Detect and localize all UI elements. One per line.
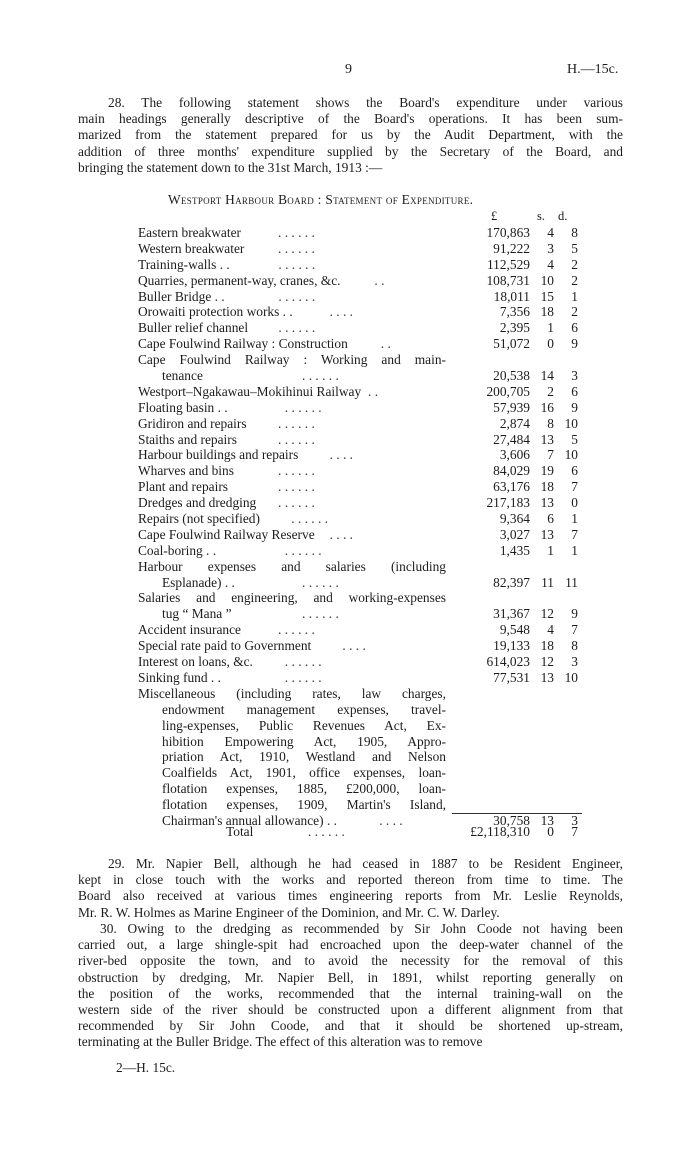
table-row bbox=[138, 638, 638, 654]
amount-pence: 1 bbox=[571, 542, 578, 558]
amount-shillings: 12 bbox=[540, 654, 554, 670]
row-label: Western breakwater bbox=[138, 240, 245, 256]
table-row bbox=[138, 543, 638, 559]
amount-pence: 5 bbox=[571, 240, 578, 256]
row-label: Cape Foulwind Railway : Working and main- bbox=[138, 352, 446, 368]
table-title: Westport Harbour Board : Statement of Expenditure. bbox=[168, 192, 474, 207]
row-label: ling-expenses, Public Revenues Act, Ex- bbox=[162, 717, 446, 733]
leader-dots: . . bbox=[380, 336, 391, 352]
amount-pence: 6 bbox=[571, 463, 578, 479]
table-row bbox=[138, 400, 638, 416]
table-row bbox=[138, 368, 638, 384]
table-row bbox=[138, 257, 638, 273]
amount-pounds: 2,395 bbox=[499, 320, 530, 336]
row-label: Salaries and engineering, and working-expenses bbox=[138, 590, 446, 606]
table-row bbox=[138, 511, 638, 527]
amount-pounds: 30,758 bbox=[493, 812, 530, 828]
amount-shillings: 4 bbox=[547, 256, 554, 272]
row-label: flotation expenses, 1909, Martin's Island, bbox=[162, 797, 446, 813]
amount-pounds: 77,531 bbox=[493, 669, 530, 685]
paragraph-29 bbox=[78, 856, 623, 921]
amount-pence: 0 bbox=[571, 495, 578, 511]
amount-shillings: 8 bbox=[547, 415, 554, 431]
row-label: Esplanade) . . bbox=[162, 574, 235, 590]
row-label: Training-walls . . bbox=[138, 256, 230, 272]
row-label: Staiths and repairs bbox=[138, 431, 237, 447]
amount-pounds: 614,023 bbox=[486, 654, 530, 670]
total-leader-dots: . . . . . . bbox=[308, 824, 345, 839]
amount-shillings: 16 bbox=[540, 399, 554, 415]
leader-dots: . . . . . . bbox=[284, 542, 322, 558]
total-pence: 7 bbox=[571, 824, 578, 839]
leader-dots: . . bbox=[368, 383, 379, 399]
paragraph-line: marized from the statement prepared for us by the Audit Department, with the bbox=[78, 127, 623, 143]
leader-dots: . . . . . . bbox=[284, 669, 322, 685]
table-row bbox=[138, 749, 638, 765]
amount-pence: 11 bbox=[565, 574, 578, 590]
amount-pounds: 3,606 bbox=[499, 447, 530, 463]
table-row bbox=[138, 765, 638, 781]
table-row bbox=[138, 686, 638, 702]
table-row bbox=[138, 702, 638, 718]
amount-shillings: 18 bbox=[540, 638, 554, 654]
paragraph-line: carried out, a large shingle-spit had encroached upon the deep-water channel of the bbox=[78, 937, 623, 953]
amount-pence: 8 bbox=[571, 225, 578, 240]
total-pounds: £2,118,310 bbox=[470, 824, 530, 839]
amount-pence: 1 bbox=[571, 511, 578, 527]
row-label: Quarries, permanent-way, cranes, &c. bbox=[138, 272, 341, 288]
paragraph-line: main headings generally descriptive of the Board's operations. It has been sum- bbox=[78, 111, 623, 127]
amount-pounds: 170,863 bbox=[486, 225, 530, 240]
row-label: Buller relief channel bbox=[138, 320, 249, 336]
paragraph-line: kept in close touch with the works and reported thereon from time to time. The bbox=[78, 872, 623, 888]
leader-dots: . . . . . . bbox=[302, 574, 339, 590]
paragraph-line: terminating at the Buller Bridge. The effect of this alteration was to remove bbox=[78, 1034, 483, 1050]
amount-pence: 7 bbox=[571, 622, 578, 638]
leader-dots: . . . . bbox=[329, 447, 354, 463]
amount-shillings: 11 bbox=[541, 574, 554, 590]
amount-pence: 10 bbox=[564, 447, 578, 463]
leader-dots: . . . . . . bbox=[278, 240, 315, 256]
row-label: Special rate paid to Government bbox=[138, 638, 312, 654]
total-label: Total bbox=[226, 824, 254, 839]
row-label: hibition Empowering Act, 1905, Appro- bbox=[162, 733, 446, 749]
row-label: Repairs (not specified) bbox=[138, 511, 260, 527]
page-signature: 2—H. 15c. bbox=[116, 1060, 176, 1075]
row-label: Dredges and dredging bbox=[138, 495, 257, 511]
table-row bbox=[138, 559, 638, 575]
amount-pounds: 27,484 bbox=[493, 431, 530, 447]
amount-pence: 3 bbox=[571, 812, 578, 828]
total-rule bbox=[452, 813, 582, 814]
table-row bbox=[138, 495, 638, 511]
row-label: Cape Foulwind Railway Reserve bbox=[138, 526, 315, 542]
amount-pounds: 91,222 bbox=[493, 240, 530, 256]
row-label: priation Act, 1910, Westland and Nelson bbox=[162, 749, 446, 765]
amount-pounds: 2,874 bbox=[499, 415, 530, 431]
row-label: Accident insurance bbox=[138, 622, 241, 638]
paragraph-line: river-bed opposite the town, and to avoid the necessity for the removal of this bbox=[78, 953, 623, 969]
paragraph-28 bbox=[78, 95, 623, 176]
amount-pence: 2 bbox=[571, 272, 578, 288]
table-row bbox=[138, 606, 638, 622]
table-row bbox=[138, 781, 638, 797]
column-header-shillings: s. bbox=[537, 209, 545, 223]
row-label: Interest on loans, &c. bbox=[138, 654, 253, 670]
leader-dots: . . . . bbox=[329, 526, 354, 542]
row-label: Eastern breakwater bbox=[138, 225, 241, 240]
amount-shillings: 1 bbox=[547, 542, 554, 558]
row-label: Buller Bridge . . bbox=[138, 288, 225, 304]
total-shillings: 0 bbox=[547, 824, 554, 839]
table-row bbox=[138, 273, 638, 289]
row-label: Westport–Ngakawau–Mokihinui Railway bbox=[138, 383, 362, 399]
table-row bbox=[138, 590, 638, 606]
amount-shillings: 2 bbox=[547, 383, 554, 399]
amount-pence: 9 bbox=[571, 399, 578, 415]
row-label: Orowaiti protection works . . bbox=[138, 304, 293, 320]
leader-dots: . . . . . . bbox=[284, 654, 322, 670]
paragraph-line: bringing the statement down to the 31st March, 1913 :— bbox=[78, 159, 383, 175]
amount-pounds: 9,548 bbox=[499, 622, 530, 638]
row-label: tenance bbox=[162, 368, 203, 384]
row-label: Cape Foulwind Railway : Construction bbox=[138, 336, 348, 352]
amount-pence: 9 bbox=[571, 606, 578, 622]
table-row bbox=[138, 654, 638, 670]
amount-pence: 10 bbox=[564, 415, 578, 431]
amount-shillings: 13 bbox=[540, 812, 554, 828]
row-label: endowment management expenses, travel- bbox=[162, 701, 446, 717]
amount-pounds: 9,364 bbox=[499, 511, 530, 527]
amount-pence: 9 bbox=[571, 336, 578, 352]
amount-pounds: 31,367 bbox=[493, 606, 530, 622]
table-row bbox=[138, 289, 638, 305]
total-row bbox=[138, 824, 638, 840]
amount-pounds: 63,176 bbox=[493, 479, 530, 495]
amount-pounds: 112,529 bbox=[486, 256, 530, 272]
column-header-pounds: £ bbox=[491, 209, 498, 223]
row-label: Harbour expenses and salaries (including bbox=[138, 558, 446, 574]
amount-pence: 2 bbox=[571, 304, 578, 320]
amount-shillings: 14 bbox=[540, 368, 554, 384]
row-label: Coal-boring . . bbox=[138, 542, 217, 558]
row-label: Coalfields Act, 1901, office expenses, loan- bbox=[162, 765, 446, 781]
amount-pounds: 200,705 bbox=[486, 383, 530, 399]
amount-pence: 6 bbox=[571, 383, 578, 399]
table-row bbox=[138, 304, 638, 320]
table-row bbox=[138, 225, 638, 241]
paragraph-line: western side of the river should be constructed upon a different alignment from that bbox=[78, 1001, 623, 1017]
leader-dots: . . . . . . bbox=[278, 225, 315, 240]
amount-shillings: 1 bbox=[547, 320, 554, 336]
paragraph-30 bbox=[78, 921, 623, 1051]
row-label: Gridiron and repairs bbox=[138, 415, 247, 431]
row-label: flotation expenses, 1885, £200,000, loan- bbox=[162, 781, 446, 797]
table-row bbox=[138, 734, 638, 750]
amount-pounds: 18,011 bbox=[493, 288, 530, 304]
amount-pounds: 57,939 bbox=[493, 399, 530, 415]
amount-shillings: 13 bbox=[540, 495, 554, 511]
amount-shillings: 10 bbox=[540, 272, 554, 288]
table-row bbox=[138, 718, 638, 734]
row-label: Floating basin . . bbox=[138, 399, 228, 415]
leader-dots: . . bbox=[374, 272, 385, 288]
table-row bbox=[138, 320, 638, 336]
table-row bbox=[138, 447, 638, 463]
table-row bbox=[138, 352, 638, 368]
table-row bbox=[138, 479, 638, 495]
amount-pence: 3 bbox=[571, 654, 578, 670]
table-row bbox=[138, 241, 638, 257]
amount-pounds: 7,356 bbox=[499, 304, 530, 320]
paragraph-line: Mr. R. W. Holmes as Marine Engineer of the Dominion, and Mr. C. W. Darley. bbox=[78, 904, 500, 920]
amount-shillings: 7 bbox=[547, 447, 554, 463]
leader-dots: . . . . . . bbox=[278, 495, 315, 511]
leader-dots: . . . . . . bbox=[302, 606, 339, 622]
amount-shillings: 12 bbox=[540, 606, 554, 622]
amount-shillings: 3 bbox=[547, 240, 554, 256]
leader-dots: . . . . . . bbox=[278, 256, 316, 272]
row-label: Sinking fund . . bbox=[138, 669, 221, 685]
table-row bbox=[138, 670, 638, 686]
amount-shillings: 13 bbox=[540, 526, 554, 542]
amount-shillings: 4 bbox=[547, 225, 554, 240]
amount-shillings: 0 bbox=[547, 336, 554, 352]
leader-dots: . . . . bbox=[342, 638, 366, 654]
amount-pence: 2 bbox=[571, 256, 578, 272]
document-reference: H.—15c. bbox=[567, 62, 619, 77]
paragraph-line: addition of three months' expenditure supplied by the Secretary of the Board, and bbox=[78, 143, 623, 159]
paragraph-line: 28. The following statement shows the Board's expenditure under various bbox=[108, 95, 623, 110]
paragraph-line: the position of the works, recommended that the internal training-wall on the bbox=[78, 985, 623, 1001]
page-number: 9 bbox=[345, 62, 352, 77]
leader-dots: . . . . . . bbox=[291, 511, 329, 527]
expenditure-table bbox=[138, 225, 638, 829]
leader-dots: . . . . bbox=[329, 304, 354, 320]
amount-pence: 10 bbox=[564, 669, 578, 685]
amount-shillings: 18 bbox=[540, 479, 554, 495]
table-row bbox=[138, 797, 638, 813]
column-header-pence: d. bbox=[558, 209, 568, 223]
leader-dots: . . . . . . bbox=[278, 431, 315, 447]
paragraph-line: 30. Owing to the dredging as recommended by Sir John Coode not having been bbox=[100, 921, 623, 936]
table-row bbox=[138, 384, 638, 400]
row-label: Wharves and bins bbox=[138, 463, 234, 479]
amount-pence: 3 bbox=[571, 368, 578, 384]
amount-pence: 1 bbox=[571, 288, 578, 304]
amount-pounds: 108,731 bbox=[486, 272, 530, 288]
amount-pounds: 82,397 bbox=[493, 574, 530, 590]
amount-pounds: 217,183 bbox=[486, 495, 530, 511]
leader-dots: . . . . bbox=[379, 812, 403, 828]
leader-dots: . . . . . . bbox=[278, 320, 316, 336]
leader-dots: . . . . . . bbox=[284, 399, 322, 415]
amount-shillings: 13 bbox=[540, 431, 554, 447]
leader-dots: . . . . . . bbox=[278, 288, 316, 304]
leader-dots: . . . . . . bbox=[302, 368, 339, 384]
amount-pounds: 84,029 bbox=[493, 463, 530, 479]
paragraph-line: obstruction by dredging, Mr. Napier Bell, in 1891, whilst reporting generally on bbox=[78, 969, 623, 985]
row-label: Harbour buildings and repairs bbox=[138, 447, 299, 463]
table-row bbox=[138, 575, 638, 591]
table-row bbox=[138, 416, 638, 432]
amount-shillings: 13 bbox=[540, 669, 554, 685]
row-label: tug “ Mana ” bbox=[162, 606, 232, 622]
amount-pence: 7 bbox=[571, 479, 578, 495]
amount-pence: 5 bbox=[571, 431, 578, 447]
amount-shillings: 4 bbox=[547, 622, 554, 638]
amount-pounds: 1,435 bbox=[499, 542, 530, 558]
amount-pounds: 19,133 bbox=[493, 638, 530, 654]
amount-shillings: 18 bbox=[540, 304, 554, 320]
amount-pence: 8 bbox=[571, 638, 578, 654]
amount-shillings: 6 bbox=[547, 511, 554, 527]
amount-pounds: 3,027 bbox=[499, 526, 530, 542]
table-row bbox=[138, 527, 638, 543]
leader-dots: . . . . . . bbox=[278, 415, 315, 431]
row-label: Plant and repairs bbox=[138, 479, 228, 495]
amount-pounds: 20,538 bbox=[493, 368, 530, 384]
amount-shillings: 19 bbox=[540, 463, 554, 479]
paragraph-line: recommended by Sir John Coode, and that it should be shortened up-stream, bbox=[78, 1018, 623, 1034]
table-row bbox=[138, 463, 638, 479]
amount-pence: 7 bbox=[571, 526, 578, 542]
row-label: Chairman's annual allowance) . . bbox=[162, 812, 337, 828]
table-row bbox=[138, 622, 638, 638]
paragraph-line: 29. Mr. Napier Bell, although he had ceased in 1887 to be Resident Engineer, bbox=[108, 856, 623, 871]
table-row bbox=[138, 336, 638, 352]
amount-shillings: 15 bbox=[540, 288, 554, 304]
row-label: Miscellaneous (including rates, law charges, bbox=[138, 685, 446, 701]
leader-dots: . . . . . . bbox=[278, 463, 315, 479]
amount-pence: 6 bbox=[571, 320, 578, 336]
table-row bbox=[138, 432, 638, 448]
amount-pounds: 51,072 bbox=[493, 336, 530, 352]
leader-dots: . . . . . . bbox=[278, 479, 315, 495]
paragraph-line: Board also received at various times engineering reports from Mr. Leslie Reynolds, bbox=[78, 888, 623, 904]
leader-dots: . . . . . . bbox=[278, 622, 315, 638]
